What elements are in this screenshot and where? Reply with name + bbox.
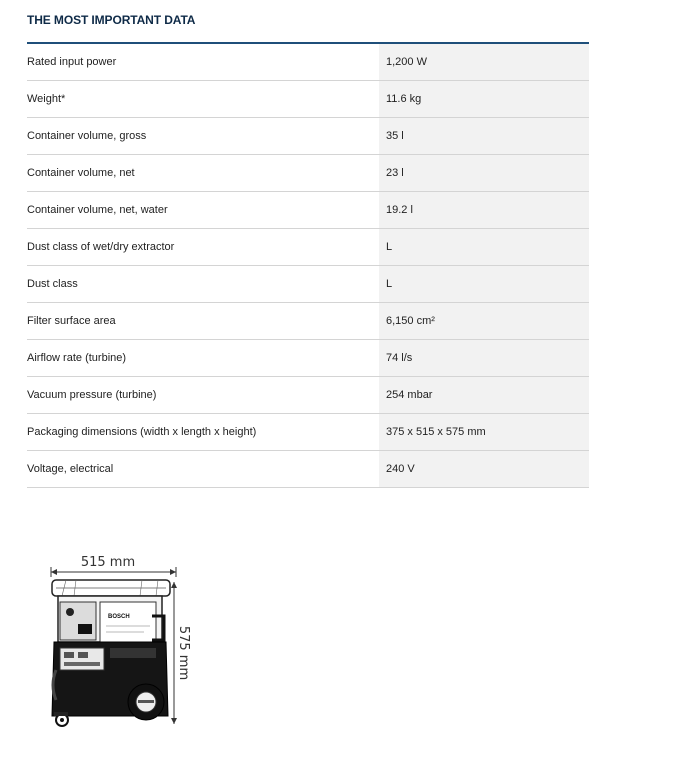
spec-row bbox=[27, 44, 589, 81]
spec-label: Weight* bbox=[27, 93, 66, 105]
spec-value: 6,150 cm² bbox=[379, 303, 589, 339]
product-dimension-drawing bbox=[40, 550, 200, 735]
spec-row bbox=[27, 229, 589, 266]
spec-value: 35 l bbox=[379, 118, 589, 154]
spec-label: Airflow rate (turbine) bbox=[27, 352, 127, 364]
spec-table bbox=[27, 42, 589, 488]
spec-label: Voltage, electrical bbox=[27, 463, 114, 475]
height-label: 575 mm bbox=[176, 625, 191, 681]
spec-value: 375 x 515 x 575 mm bbox=[379, 414, 589, 450]
spec-row bbox=[27, 303, 589, 340]
vacuum-illustration bbox=[52, 580, 170, 726]
spec-row bbox=[27, 340, 589, 377]
spec-value: L bbox=[379, 266, 589, 302]
spec-value: 1,200 W bbox=[379, 44, 589, 80]
spec-label: Dust class bbox=[27, 278, 78, 290]
spec-row bbox=[27, 155, 589, 192]
spec-label: Container volume, gross bbox=[27, 130, 147, 142]
width-label: 515 mm bbox=[80, 555, 136, 570]
spec-row bbox=[27, 414, 589, 451]
spec-row bbox=[27, 81, 589, 118]
brand-label: BOSCH bbox=[108, 614, 130, 620]
spec-label: Vacuum pressure (turbine) bbox=[27, 389, 157, 401]
spec-value: 11.6 kg bbox=[379, 81, 589, 117]
spec-row bbox=[27, 451, 589, 488]
spec-value: 254 mbar bbox=[379, 377, 589, 413]
spec-value: 240 V bbox=[379, 451, 589, 487]
spec-value: 19.2 l bbox=[379, 192, 589, 228]
spec-label: Container volume, net, water bbox=[27, 204, 168, 216]
spec-row bbox=[27, 118, 589, 155]
spec-label: Container volume, net bbox=[27, 167, 135, 179]
width-dimension bbox=[51, 555, 176, 577]
spec-value: 74 l/s bbox=[379, 340, 589, 376]
spec-row bbox=[27, 377, 589, 414]
spec-label: Rated input power bbox=[27, 56, 117, 68]
spec-label: Packaging dimensions (width x length x height) bbox=[27, 426, 257, 438]
spec-value: L bbox=[379, 229, 589, 265]
spec-label: Filter surface area bbox=[27, 315, 116, 327]
section-heading: THE MOST IMPORTANT DATA bbox=[27, 13, 196, 27]
spec-row bbox=[27, 192, 589, 229]
spec-label: Dust class of wet/dry extractor bbox=[27, 241, 175, 253]
spec-value: 23 l bbox=[379, 155, 589, 191]
spec-row bbox=[27, 266, 589, 303]
height-dimension bbox=[171, 582, 191, 724]
